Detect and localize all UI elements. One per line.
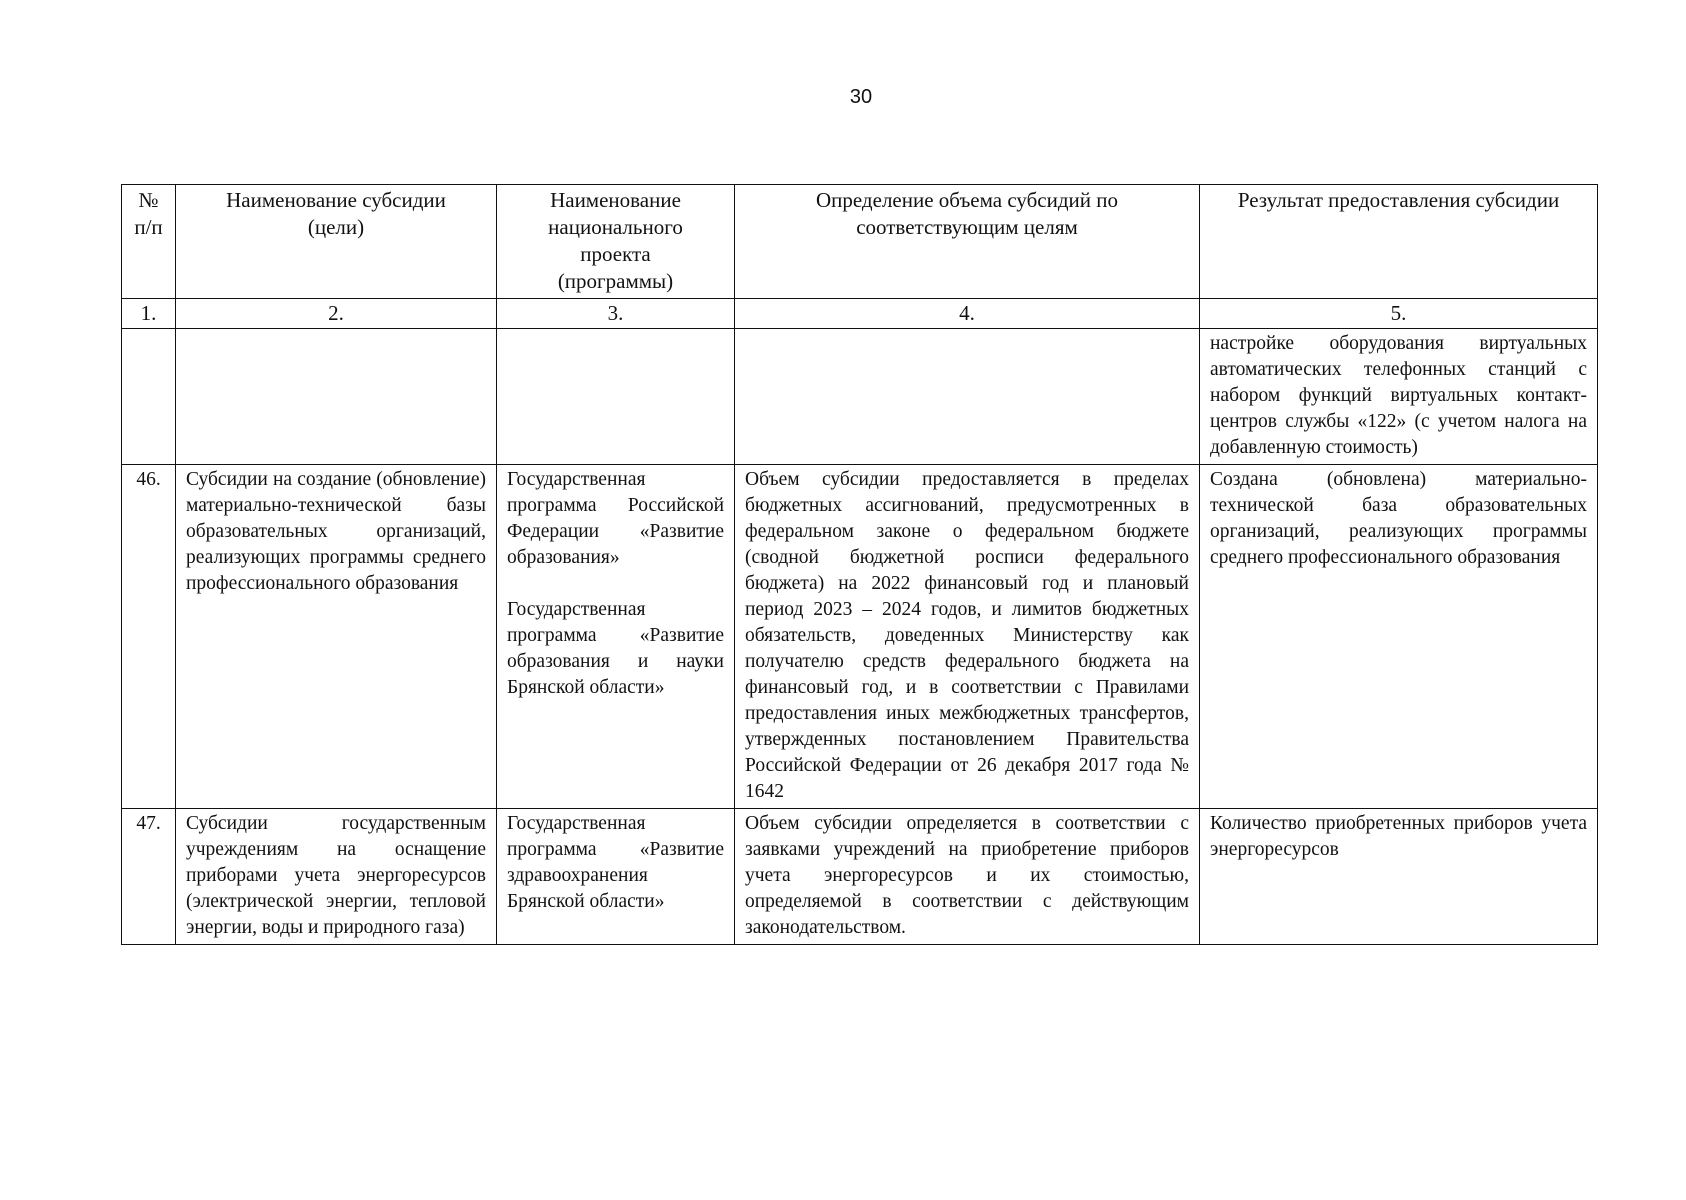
volume-definition-cell: Объем субсидии определяется в соответствии с заявками учреждений на приобретение приборов учета энергоресурсов и их стоимостью, определяемой в соответствии с действующим законодательством. xyxy=(735,809,1200,945)
column-number: 3. xyxy=(497,299,735,329)
header-volume-definition: Определение объема субсидий по соответствующим целям xyxy=(735,185,1200,299)
row-number xyxy=(122,329,176,465)
result-cell: Создана (обновлена) материально-технической база образовательных организаций, реализующих программы среднего профессионального образования xyxy=(1200,465,1598,809)
national-project-cell xyxy=(497,329,735,465)
result-cell: настройке оборудования виртуальных автоматических телефонных станций с набором функций виртуальных контакт-центров службы «122» (с учетом налога на добавленную стоимость) xyxy=(1200,329,1598,465)
volume-definition-cell: Объем субсидии предоставляется в пределах бюджетных ассигнований, предусмотренных в федеральном законе о федеральном бюджете (сводной бюджетной росписи федерального бюджета) на 2022 финансовый год и плановый период 2023 – 2024 годов, и лимитов бюджетных обязательств, доведенных Министерству как получателю средств федерального бюджета на финансовый год, и в соответствии с Правилами предоставления иных межбюджетных трансфертов, утвержденных постановлением Правительства Российской Федерации от 26 декабря 2017 года № 1642 xyxy=(735,465,1200,809)
subsidy-name-cell xyxy=(176,329,497,465)
volume-definition-cell xyxy=(735,329,1200,465)
header-national-project: Наименование национального проекта (программы) xyxy=(497,185,735,299)
subsidy-name-cell: Субсидии государственным учреждениям на оснащение приборами учета энергоресурсов (электрической энергии, тепловой энергии, воды и природного газа) xyxy=(176,809,497,945)
table-header-row xyxy=(122,185,1598,299)
column-number: 5. xyxy=(1200,299,1598,329)
row-number: 47. xyxy=(122,809,176,945)
header-result: Результат предоставления субсидии xyxy=(1200,185,1598,299)
subsidy-name-cell: Субсидии на создание (обновление) материально-технической базы образовательных организаций, реализующих программы среднего профессионального образования xyxy=(176,465,497,809)
column-number: 4. xyxy=(735,299,1200,329)
header-subsidy-name: Наименование субсидии (цели) xyxy=(176,185,497,299)
row-number: 46. xyxy=(122,465,176,809)
table-row xyxy=(122,465,1598,809)
page-number: 30 xyxy=(849,86,873,108)
national-project-cell: Государственная программа «Развитие здравоохранения Брянской области» xyxy=(497,809,735,945)
national-project-cell: Государственная программа Российской Федерации «Развитие образования» Государственная программа «Развитие образования и науки Брянской области» xyxy=(497,465,735,809)
column-number: 1. xyxy=(122,299,176,329)
table-row xyxy=(122,809,1598,945)
column-number: 2. xyxy=(176,299,497,329)
result-cell: Количество приобретенных приборов учета энергоресурсов xyxy=(1200,809,1598,945)
table-row xyxy=(122,329,1598,465)
column-number-row xyxy=(122,299,1598,329)
header-number: № п/п xyxy=(122,185,176,299)
subsidies-table xyxy=(121,184,1598,945)
